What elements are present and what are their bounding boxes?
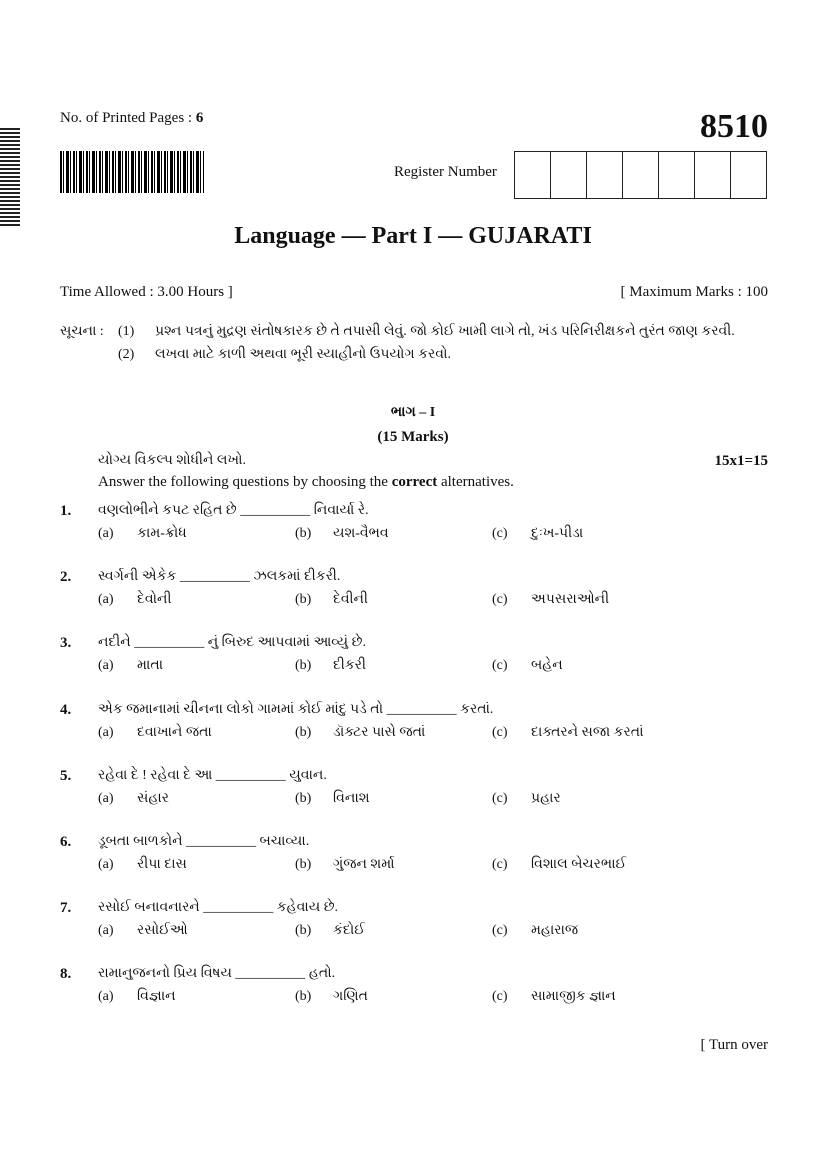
option-letter: (a) — [98, 658, 114, 673]
question-number: 6. — [60, 834, 72, 850]
paper-title: Language — Part I — GUJARATI — [234, 223, 592, 249]
question-text: વણલોભીને કપટ રહિત છે __________ નિવાર્યા રે. — [98, 503, 369, 518]
option-text: દાક્તરને સજા કરતાં — [531, 725, 644, 740]
question-text: એક જમાનામાં ચીનના લોકો ગામમાં કોઈ માંદુ પડે તો __________ કરતાં. — [98, 702, 494, 717]
option-letter: (b) — [295, 592, 312, 607]
directions-english-pre: Answer the following questions by choosing the — [98, 474, 392, 490]
option-letter: (c) — [492, 725, 508, 740]
side-margin-barcode — [0, 128, 20, 228]
maximum-marks: [ Maximum Marks : 100 — [620, 284, 768, 300]
section-marks: (15 Marks) — [377, 429, 449, 445]
option-letter: (a) — [98, 592, 114, 607]
question-number: 1. — [60, 503, 72, 519]
option-letter: (b) — [295, 857, 312, 872]
option-text: દુઃખ-પીડા — [531, 526, 584, 541]
option-letter: (c) — [492, 791, 508, 806]
option-text: દેવોની — [137, 592, 172, 607]
question-text: ડૂબતા બાળકોને __________ બચાવ્યા. — [98, 834, 310, 849]
section-heading: ભાગ – I — [390, 405, 436, 420]
instruction-text: પ્રશ્ન પત્રનું મુદ્રણ સંતોષકારક છે તે તપાસી લેવું. જો કોઈ ખામી લાગે તો, ખંડ પરિનિરીક્ષકને તુરંત જાણ કરવી. — [155, 324, 735, 339]
question-number: 3. — [60, 635, 72, 651]
directions-gujarati: યોગ્ય વિકલ્પ શોધીને લખો. — [98, 453, 246, 468]
register-box[interactable] — [658, 151, 694, 199]
directions-english-post: alternatives. — [437, 474, 514, 490]
option-letter: (a) — [98, 989, 114, 1004]
instructions-label: સૂચના : — [60, 324, 104, 339]
question-number: 7. — [60, 900, 72, 916]
option-letter: (c) — [492, 923, 508, 938]
option-letter: (b) — [295, 791, 312, 806]
option-text: સંહાર — [137, 791, 169, 806]
printed-pages — [60, 110, 203, 127]
option-text: સામાજીક જ્ઞાન — [531, 989, 616, 1004]
option-text: કામ-ક્રોધ — [137, 526, 187, 541]
question-text: રામાનુજનનો પ્રિય વિષય __________ હતો. — [98, 966, 336, 981]
printed-pages-label: No. of Printed Pages : — [60, 110, 193, 126]
paper-code: 8510 — [700, 108, 768, 145]
question-text: નદીને __________ નું બિરુદ આપવામાં આવ્યું છે. — [98, 635, 366, 650]
register-box[interactable] — [622, 151, 658, 199]
option-text: દવાખાને જતા — [137, 725, 212, 740]
option-letter: (b) — [295, 658, 312, 673]
option-letter: (c) — [492, 658, 508, 673]
option-text: મહારાજ — [531, 923, 579, 938]
question-number: 4. — [60, 702, 72, 718]
option-letter: (a) — [98, 923, 114, 938]
option-letter: (b) — [295, 725, 312, 740]
register-number-boxes — [514, 151, 767, 199]
option-text: પ્રહાર — [531, 791, 561, 806]
instruction-number: (1) — [118, 324, 135, 339]
option-letter: (c) — [492, 989, 508, 1004]
register-box[interactable] — [694, 151, 730, 199]
printed-pages-value: 6 — [195, 110, 204, 126]
option-letter: (b) — [295, 989, 312, 1004]
option-letter: (c) — [492, 526, 508, 541]
option-letter: (a) — [98, 857, 114, 872]
option-text: દીકરી — [333, 658, 366, 673]
instruction-number: (2) — [118, 347, 135, 362]
barcode-image — [60, 151, 204, 193]
option-text: રસોઈઓ — [137, 923, 188, 938]
question-text: સ્વર્ગની એકેક __________ ઝલકમાં દીકરી. — [98, 569, 341, 584]
option-text: રીપા દાસ — [137, 857, 187, 872]
option-text: કંદોઈ — [333, 923, 366, 938]
turn-over: [ Turn over — [700, 1037, 768, 1053]
register-box[interactable] — [514, 151, 550, 199]
question-number: 2. — [60, 569, 72, 585]
directions-english — [98, 474, 514, 491]
option-text: અપસરાઓની — [531, 592, 610, 607]
question-number: 5. — [60, 768, 72, 784]
marks-scheme: 15x1=15 — [714, 453, 768, 469]
option-text: યશ-વૈભવ — [333, 526, 389, 541]
question-text: રસોઈ બનાવનારને __________ કહેવાય છે. — [98, 900, 339, 915]
option-letter: (a) — [98, 791, 114, 806]
option-letter: (b) — [295, 526, 312, 541]
option-letter: (c) — [492, 857, 508, 872]
option-text: દેવીની — [333, 592, 368, 607]
option-text: વિજ્ઞાન — [137, 989, 176, 1004]
option-letter: (a) — [98, 725, 114, 740]
option-text: વિશાલ બેચરભાઈ — [531, 857, 627, 872]
option-letter: (c) — [492, 592, 508, 607]
register-box[interactable] — [550, 151, 586, 199]
question-text: રહેવા દે ! રહેવા દે આ __________ યુવાન. — [98, 768, 327, 783]
option-text: ગણિત — [333, 989, 368, 1004]
option-letter: (b) — [295, 923, 312, 938]
option-text: ડૉક્ટર પાસે જતાં — [333, 725, 426, 740]
option-text: વિનાશ — [333, 791, 370, 806]
question-number: 8. — [60, 966, 72, 982]
instruction-text: લખવા માટે કાળી અથવા ભૂરી સ્યાહીનો ઉપયોગ કરવો. — [155, 347, 451, 362]
register-number-label: Register Number — [394, 164, 497, 180]
register-box[interactable] — [586, 151, 622, 199]
option-text: માતા — [137, 658, 164, 673]
option-letter: (a) — [98, 526, 114, 541]
directions-english-bold: correct — [391, 474, 438, 490]
register-box[interactable] — [730, 151, 767, 199]
option-text: ગુંજન શર્મા — [333, 857, 395, 872]
time-allowed: Time Allowed : 3.00 Hours ] — [60, 284, 233, 300]
option-text: બહેન — [531, 658, 563, 673]
